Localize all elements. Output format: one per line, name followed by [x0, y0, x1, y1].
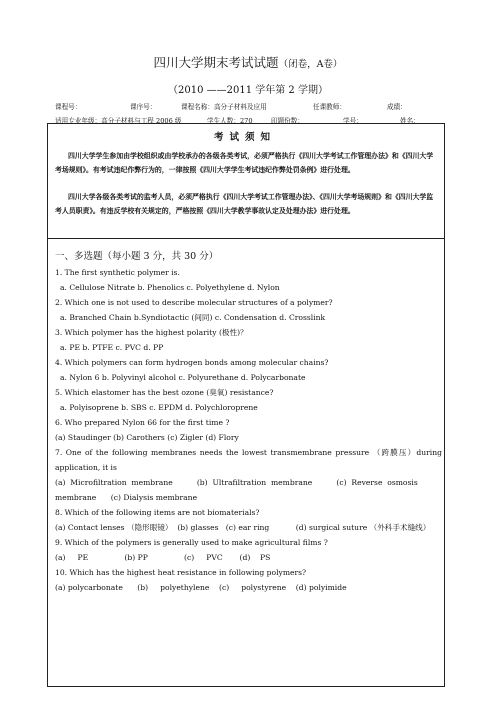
copies-label: 印题份数： — [271, 117, 304, 125]
course-no-label: 课程号： — [55, 103, 82, 111]
notice-paragraph-1 — [55, 150, 438, 177]
exam-term: （2010 ——2011 学年第 2 学期） — [168, 85, 328, 96]
question-10: 10. Which has the highest heat resistance in following polymers? — [55, 568, 307, 577]
question-7-options: (a) Microfiltration membrane (b) Ultrafiltration membrane (c) Reverse osmosis membrane (c) Dialysis membrane — [55, 478, 421, 502]
question-3-options: a. PE b. PTFE c. PVC d. PP — [60, 343, 164, 352]
seq-no-label: 课序号： — [130, 103, 157, 111]
question-3: 3. Which polymer has the highest polarity (极性)？ — [55, 328, 248, 337]
notice-paragraph-2-text: 四川大学各级各类考试的监考人员，必须严格执行《四川大学考试工作管理办法》、《四川大学考场规则》和《四川大学监考人员职责》。有违反学校有关规定的，严格按照《四川大学教学事故认定及处理办法》进行处理。 — [55, 193, 434, 215]
question-9-options: (a) PE (b) PP (c) PVC (d) PS — [55, 553, 271, 562]
score-label: 成绩： — [387, 103, 407, 111]
exam-title-note: （闭卷，A卷） — [278, 59, 343, 70]
teacher-label: 任课教师： — [313, 103, 346, 111]
question-list — [55, 265, 442, 595]
exam-title — [0, 53, 496, 71]
question-4-options: a. Nylon 6 b. Polyvinyl alcohol c. Polyurethane d. Polycarbonate — [60, 373, 306, 382]
question-9: 9. Which of the polymers is generally used to make agricultural films ? — [55, 538, 328, 547]
question-6: 6. Who prepared Nylon 66 for the first time ? — [55, 418, 230, 427]
question-5: 5. Which elastomer has the best ozone (臭氧) resistance? — [55, 388, 274, 397]
question-1: 1. The first synthetic polymer is. — [55, 268, 180, 277]
notice-title: 考试须知 — [213, 132, 276, 143]
question-10-options: (a) polycarbonate (b) polyethylene (c) polystyrene (d) polyimide — [55, 583, 347, 592]
question-8: 8. Which of the following items are not biomaterials? — [55, 508, 260, 517]
student-id-label: 学号： — [343, 117, 363, 125]
student-count: 学生人数：270 — [207, 117, 253, 125]
section-title: 一、多选题（每小题 3 分，共 30 分） — [55, 251, 219, 262]
name-label: 姓名： — [400, 117, 420, 125]
section-divider — [47, 238, 444, 239]
question-1-options: a. Cellulose Nitrate b. Phenolics c. Polyethylene d. Nylon — [60, 283, 280, 292]
question-5-options: a. Polyisoprene b. SBS c. EPDM d. Polychloroprene — [60, 403, 258, 412]
question-8-options: (a) Contact lenses （隐形眼镜） (b) glasses (c) ear ring (d) surgical suture （外科手术缝线） — [55, 523, 431, 532]
question-2: 2. Which one is not used to describe molecular structures of a polymer? — [55, 298, 333, 307]
question-4: 4. Which polymers can form hydrogen bonds among molecular chains? — [55, 358, 329, 367]
notice-paragraph-2 — [55, 191, 438, 218]
course-name: 课程名称：高分子材料及应用 — [181, 103, 267, 111]
question-2-options: a. Branched Chain b.Syndiotactic (间同) c. Condensation d. Crosslink — [60, 313, 326, 322]
notice-paragraph-1-text: 四川大学学生参加由学校组织或由学校承办的各级各类考试，必须严格执行《四川大学考试工作管理办法》和《四川大学考场规则》。有考试违纪作弊行为的，一律按照《四川大学学生考试违纪作弊处罚条例》进行处理。 — [55, 152, 434, 174]
question-7: 7. One of the following membranes needs the lowest transmembrane pressure （跨膜压）during application, it is — [55, 448, 442, 472]
question-6-options: (a) Staudinger (b) Carothers (c) Zigler (d) Flory — [55, 433, 239, 442]
exam-title-text: 四川大学期末考试试题 — [153, 55, 279, 70]
major-grade: 适用专业年级：高分子材料与工程 2006 级 — [55, 117, 182, 125]
